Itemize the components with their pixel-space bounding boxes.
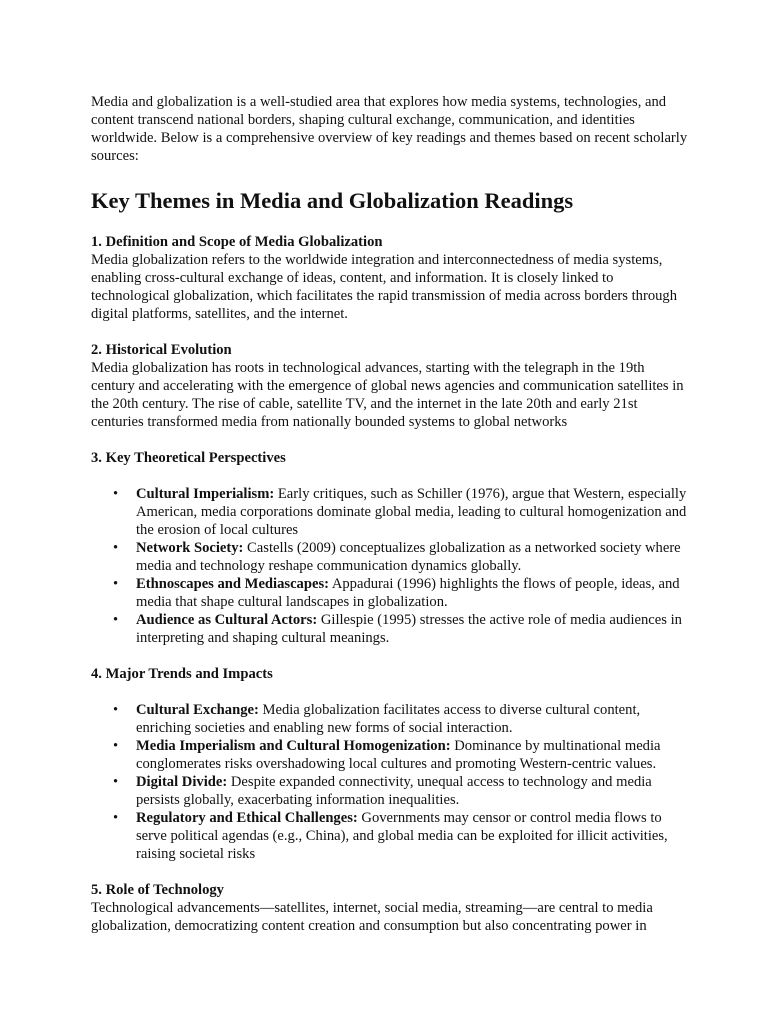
list-item xyxy=(113,539,691,575)
section-theoretical-perspectives xyxy=(91,449,691,647)
document-page xyxy=(91,93,691,953)
list-item xyxy=(113,575,691,611)
list-item xyxy=(113,701,691,737)
bullet-icon: • xyxy=(113,774,119,790)
section-heading: 5. Role of Technology xyxy=(91,882,224,898)
list-item-term: Media Imperialism and Cultural Homogenization: xyxy=(136,738,451,754)
bullet-icon: • xyxy=(113,486,119,502)
list-item xyxy=(113,773,691,809)
bullet-icon: • xyxy=(113,612,119,628)
list-item-term: Regulatory and Ethical Challenges: xyxy=(136,810,358,826)
section-role-of-technology xyxy=(91,881,691,935)
list-item-text: Gillespie (1995) stresses the active role of media audiences in interpreting and shaping cultural meanings. xyxy=(136,612,682,646)
list-item-term: Network Society: xyxy=(136,540,244,556)
section-heading: 4. Major Trends and Impacts xyxy=(91,666,273,682)
list-item-text: Early critiques, such as Schiller (1976), argue that Western, especially American, media corporations dominate global media, leading to cultural homogenization and the erosion of local cultures xyxy=(136,486,687,538)
list-item-term: Digital Divide: xyxy=(136,774,228,790)
section-heading: 3. Key Theoretical Perspectives xyxy=(91,450,286,466)
list-item-text: Appadurai (1996) highlights the flows of people, ideas, and media that shape cultural landscapes in globalization. xyxy=(136,576,680,610)
list-item-text: Media globalization facilitates access to diverse cultural content, enriching societies and enabling new forms of social interaction. xyxy=(136,702,641,736)
section-trends-impacts xyxy=(91,665,691,863)
list-item-text: Castells (2009) conceptualizes globalization as a networked society where media and technology reshape communication dynamics globally. xyxy=(136,540,681,574)
bullet-icon: • xyxy=(113,540,119,556)
bullet-icon: • xyxy=(113,576,119,592)
list-item-term: Audience as Cultural Actors: xyxy=(136,612,318,628)
bullet-list xyxy=(91,701,691,863)
section-historical-evolution xyxy=(91,341,691,431)
bullet-list xyxy=(91,485,691,647)
section-body: Technological advancements—satellites, internet, social media, streaming—are central to media globalization, democratizing content creation and consumption but also concentrating power in xyxy=(91,900,653,934)
list-item-term: Cultural Exchange: xyxy=(136,702,259,718)
list-item-term: Ethnoscapes and Mediascapes: xyxy=(136,576,329,592)
bullet-icon: • xyxy=(113,810,119,826)
list-item xyxy=(113,611,691,647)
list-item-text: Dominance by multinational media conglomerates risks overshadowing local cultures and promoting Western-centric values. xyxy=(136,738,661,772)
intro-paragraph: Media and globalization is a well-studied area that explores how media systems, technologies, and content transcend national borders, shaping cultural exchange, communication, and identities worldwide. Below is a comprehensive overview of key readings and themes based on recent scholarly sources: xyxy=(91,94,688,164)
list-item-term: Cultural Imperialism: xyxy=(136,486,275,502)
section-definition xyxy=(91,233,691,323)
page-title: Key Themes in Media and Globalization Readings xyxy=(91,188,574,213)
bullet-icon: • xyxy=(113,738,119,754)
list-item-text: Despite expanded connectivity, unequal access to technology and media persists globally, exacerbating information inequalities. xyxy=(136,774,652,808)
section-body: Media globalization refers to the worldwide integration and interconnectedness of media systems, enabling cross-cultural exchange of ideas, content, and information. It is closely linked to technological globalization, which facilitates the rapid transmission of media across borders through digital platforms, satellites, and the internet. xyxy=(91,252,678,322)
list-item xyxy=(113,737,691,773)
section-heading: 2. Historical Evolution xyxy=(91,342,232,358)
section-body: Media globalization has roots in technological advances, starting with the telegraph in the 19th century and accelerating with the emergence of global news agencies and communication satellites in the 20th century. The rise of cable, satellite TV, and the internet in the late 20th and early 21st centuries transformed media from nationally bounded systems to global networks xyxy=(91,360,684,430)
list-item xyxy=(113,809,691,863)
section-heading: 1. Definition and Scope of Media Globalization xyxy=(91,234,383,250)
list-item xyxy=(113,485,691,539)
list-item-text: Governments may censor or control media flows to serve political agendas (e.g., China), and global media can be exploited for illicit activities, raising societal risks xyxy=(136,810,668,862)
bullet-icon: • xyxy=(113,702,119,718)
